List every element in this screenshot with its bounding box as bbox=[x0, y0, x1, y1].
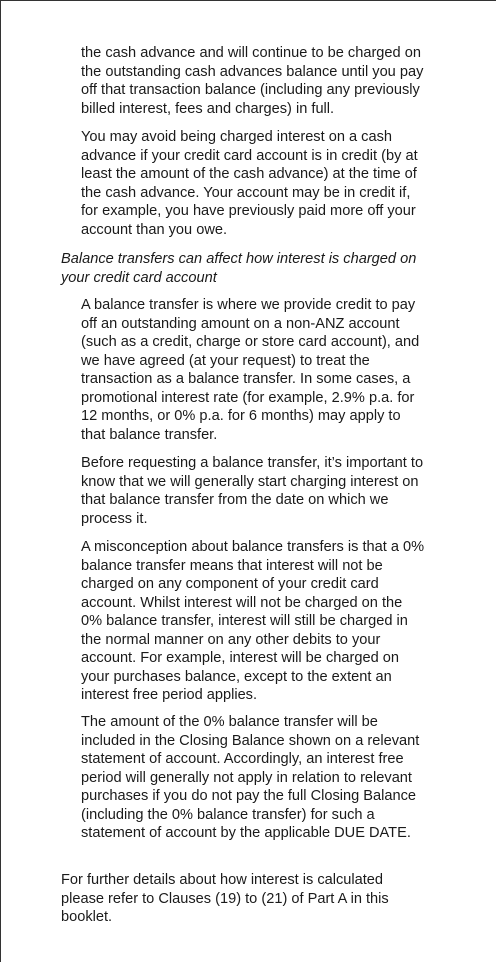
closing-balance-paragraph: The amount of the 0% balance transfer will be included in the Closing Balance shown on a relevant statement of account. Accordingly, an interest free period will generally not apply in relation to relevant purchases if you do not pay the full Closing Balance (including the 0% balance transfer) for such a statement of account by the applicable DUE DATE. bbox=[81, 714, 420, 841]
misconception-paragraph: A misconception about balance transfers is that a 0% balance transfer means that interest will not be charged on any component of your credit card account. Whilst interest will not be charged on the 0% balance transfer, interest will still be charged in the normal manner on any other debits to your account. For example, interest will be charged on your purchases balance, except to the extent an interest free period applies. bbox=[81, 539, 425, 703]
avoid-interest-paragraph: You may avoid being charged interest on a cash advance if your credit card account is in credit (by at least the amount of the cash advance) at the time of the cash advance. Your account may be in credit if, for example, you have previously paid more off your account than you owe. bbox=[81, 129, 418, 238]
balance-transfer-definition-paragraph: A balance transfer is where we provide credit to pay off an outstanding amount on a non-ANZ account (such as a credit, charge or store card account), and we have agreed (at your request) to treat the transaction as a balance transfer. In some cases, a promotional interest rate (for example, 2.9% p.a. for 12 months, or 0% p.a. for 6 months) may apply to that balance transfer. bbox=[81, 297, 420, 443]
further-details-paragraph: For further details about how interest is calculated please refer to Clauses (19) to (21) of Part A in this booklet. bbox=[61, 872, 389, 925]
balance-transfer-heading: Balance transfers can affect how interest is charged on your credit card account bbox=[61, 251, 417, 286]
cash-advance-continuation-paragraph: the cash advance and will continue to be charged on the outstanding cash advances balance until you pay off that transaction balance (including any previously billed interest, fees and charges) in full. bbox=[81, 45, 424, 117]
before-requesting-paragraph: Before requesting a balance transfer, it’s important to know that we will generally start charging interest on that balance transfer from the date on which we process it. bbox=[81, 455, 424, 527]
